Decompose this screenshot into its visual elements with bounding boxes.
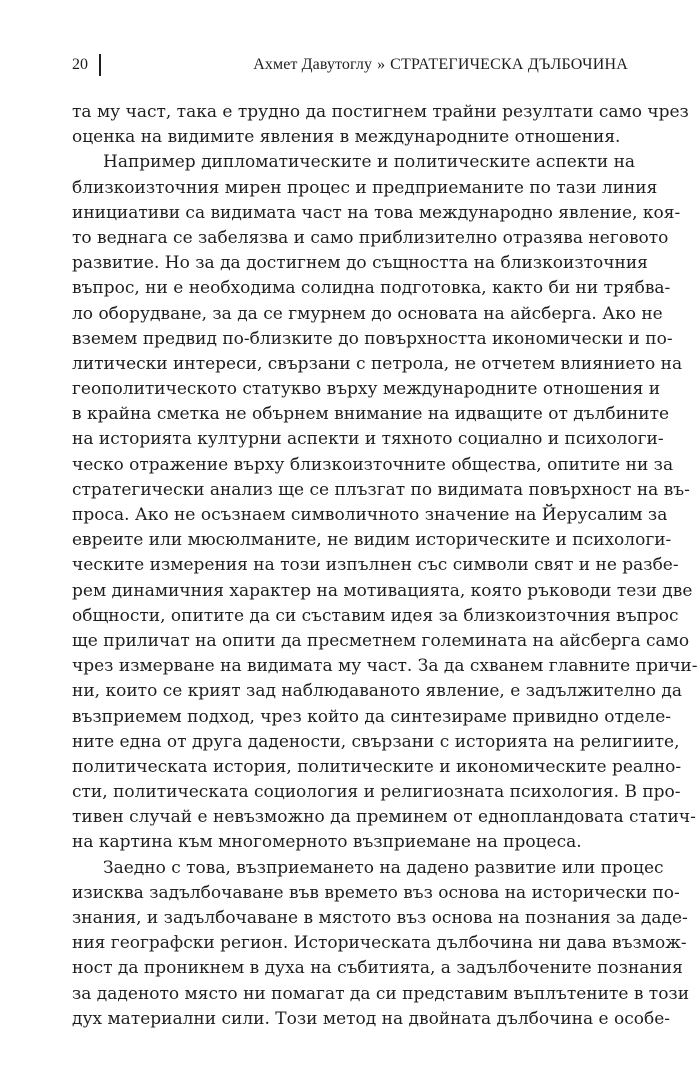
text-line: ните една от друга дадености, свързани с историята на религиите, bbox=[72, 731, 680, 752]
text-line: сти, политическата социология и религиозната психология. В про- bbox=[72, 782, 681, 803]
text-line: ческо отражение върху близкоизточните общества, опитите ни за bbox=[72, 454, 674, 475]
text-line: то веднага се забелязва и само приблизително отразява неговото bbox=[72, 227, 669, 248]
text-line: общности, опитите да си съставим идея за близкоизточния въпрос bbox=[72, 605, 679, 626]
text-line: та му част, така е трудно да постигнем трайни резултати само чрез bbox=[72, 102, 689, 122]
page-number: 20 bbox=[72, 56, 88, 73]
text-line: ще приличат на опити да пресметнем големината на айсберга само bbox=[72, 630, 690, 651]
text-line: политическата история, политическите и икономическите реално- bbox=[72, 756, 682, 777]
text-line: на историята културни аспекти и тяхното социално и психологи- bbox=[72, 429, 664, 450]
header-separator-glyph: » bbox=[377, 56, 386, 73]
paragraph bbox=[72, 856, 690, 1032]
header-divider bbox=[99, 54, 101, 76]
paragraph bbox=[72, 100, 689, 150]
paragraph bbox=[72, 150, 698, 855]
text-line: знания, и задълбочаване в мястото въз основа на познания за даде- bbox=[72, 908, 688, 928]
text-line: проса. Ако не осъзнаем символичното значение на Йерусалим за bbox=[72, 505, 668, 525]
text-line: евреите или мюсюлманите, не видим историческите и психологи- bbox=[72, 530, 672, 551]
text-line: възприемем подход, чрез който да синтезираме привидно отделе- bbox=[72, 706, 672, 727]
text-line: чрез измерване на видимата му част. За да схванем главните причи- bbox=[72, 656, 698, 677]
text-line: дух материални сили. Този метод на двойната дълбочина е особе- bbox=[72, 1008, 671, 1029]
text-line: литически интереси, свързани с петрола, не отчетем влиянието на bbox=[72, 353, 683, 374]
text-line: близкоизточния мирен процес и предприеманите по тази линия bbox=[72, 177, 658, 198]
text-line: инициативи са видимата част на това международно явление, коя- bbox=[72, 202, 681, 223]
author-name: Ахмет Давутоглу bbox=[253, 56, 373, 73]
text-line: Например дипломатическите и политическите аспекти на bbox=[103, 152, 636, 173]
text-line: тивен случай е невъзможно да преминем от еднопландовата статич- bbox=[72, 807, 696, 828]
text-line: въпрос, ни е необходима солидна подготовка, както би ни трябва- bbox=[72, 278, 671, 299]
text-line: ческите измерения на този изпълнен със символи свят и не разбе- bbox=[72, 555, 679, 576]
running-header bbox=[72, 52, 628, 78]
book-title: СТРАТЕГИЧЕСКА ДЪЛБОЧИНА bbox=[390, 56, 628, 73]
text-line: рем динамичния характер на мотивацията, която ръководи тези две bbox=[72, 580, 693, 601]
text-line: на картина към многомерното възприемане на процеса. bbox=[72, 832, 582, 853]
text-line: вземем предвид по-близките до повърхността икономически и по- bbox=[72, 328, 673, 349]
text-line: ло оборудване, за да се гмурнем до основата на айсберга. Ако не bbox=[72, 303, 663, 324]
text-line: в крайна сметка не обърнем внимание на идващите от дълбините bbox=[72, 404, 670, 425]
text-line: стратегически анализ ще се плъзгат по видимата повърхност на въ- bbox=[72, 479, 690, 500]
header-right bbox=[253, 52, 628, 78]
text-line: изисква задълбочаване във времето въз основа на исторически по- bbox=[72, 882, 680, 903]
text-line: ни, които се крият зад наблюдаваното явление, е задължително да bbox=[72, 681, 682, 702]
text-line: развитие. Но за да достигнем до същността на близкоизточния bbox=[72, 253, 648, 274]
text-line: геополитическото статукво върху международните отношения и bbox=[72, 379, 661, 400]
text-line: ност да проникнем в духа на събитията, а задълбочените познания bbox=[72, 958, 683, 979]
text-line: Заедно с това, възприемането на дадено развитие или процес bbox=[103, 857, 664, 878]
body-text bbox=[72, 100, 698, 1032]
text-line: ния географски регион. Историческата дълбочина ни дава възмож- bbox=[72, 933, 687, 954]
text-line: за даденото място ни помагат да си представим въплътените в този bbox=[72, 983, 690, 1004]
text-line: оценка на видимите явления в международните отношения. bbox=[72, 127, 621, 148]
